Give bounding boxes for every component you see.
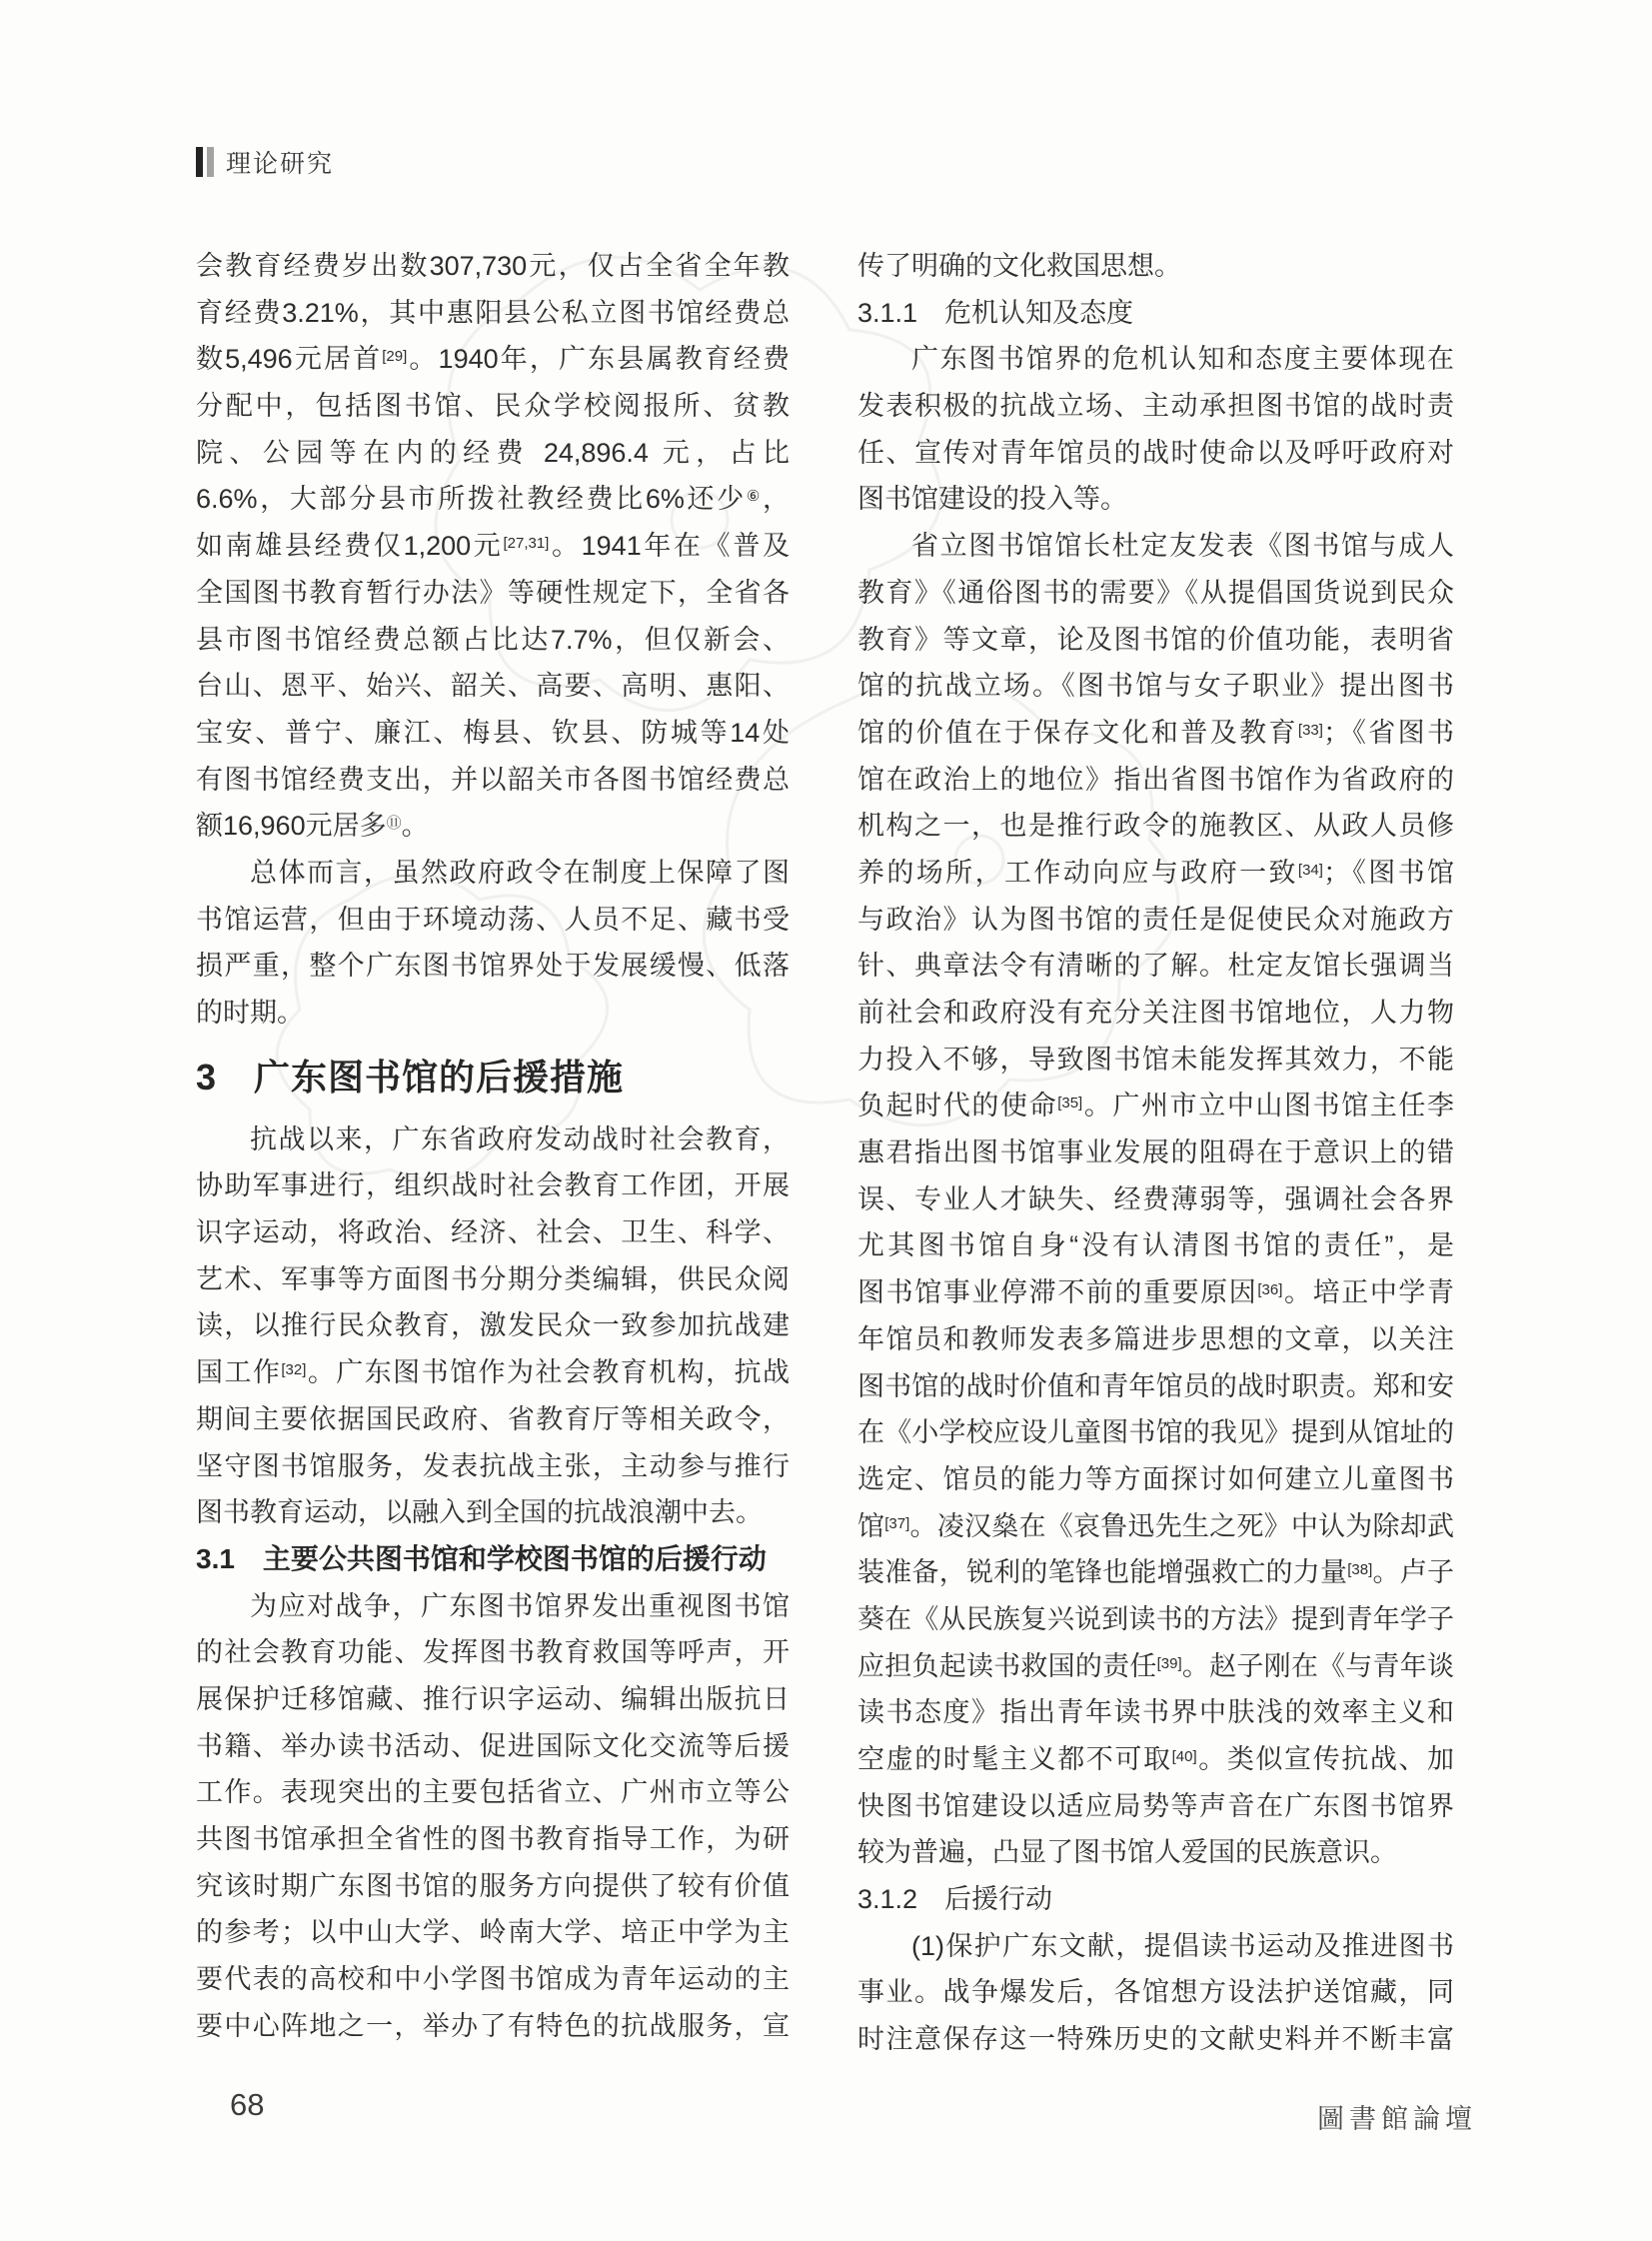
citation-ref: [33]: [1297, 721, 1323, 739]
citation-ref: [39]: [1156, 1654, 1182, 1672]
page-number: 68: [230, 2087, 265, 2122]
text-line: 尤其图书馆自身“没有认清图书馆的责任”，是: [857, 1230, 1454, 1261]
citation-ref: [29]: [382, 348, 408, 366]
text-line: 分配中，包括图书馆、民众学校阅报所、贫教: [196, 391, 790, 422]
text-line: 馆[37]。凌汉燊在《哀鲁迅先生之死》中认为除却武: [857, 1510, 1454, 1541]
text-line: 抗战以来，广东省政府发动战时社会教育，: [250, 1123, 790, 1154]
text-line: 图书教育运动，以融入到全国的抗战浪潮中去。: [196, 1497, 763, 1528]
text-line: 读书态度》指出青年读书界中肤浅的效率主义和: [857, 1697, 1454, 1728]
text-line: 图书馆的战时价值和青年馆员的战时职责。郑和安: [857, 1370, 1454, 1401]
text-line: 应担负起读书救国的责任[39]。赵子刚在《与青年谈: [857, 1650, 1454, 1681]
text-line: 国工作[32]。广东图书馆作为社会教育机构，抗战: [196, 1357, 790, 1388]
text-line: 期间主要依据国民政府、省教育厅等相关政令，: [196, 1403, 790, 1434]
text-line: 额16,960元居多⑪。: [196, 811, 429, 842]
text-line: 快图书馆建设以适应局势等声音在广东图书馆界: [857, 1790, 1454, 1821]
text-line: 共图书馆承担全省性的图书教育指导工作，为研: [196, 1824, 790, 1854]
text-line: 6.6%，大部分县市所拨社教经费比6%还少⑥，: [196, 484, 790, 515]
text-line: 教育》《通俗图书的需要》《从提倡国货说到民众: [857, 577, 1454, 608]
text-line: 数5,496元居首[29]。1940年，广东县属教育经费: [196, 344, 790, 375]
text-line: 协助军事进行，组织战时社会教育工作团，开展: [196, 1170, 790, 1201]
text-line: 书馆运营，但由于环境动荡、人员不足、藏书受: [196, 904, 790, 935]
citation-ref: [38]: [1347, 1561, 1373, 1579]
text-line: 要代表的高校和中小学图书馆成为青年运动的主: [196, 1964, 790, 1995]
running-head: [196, 146, 334, 178]
text-line: 识字运动，将政治、经济、社会、卫生、科学、: [196, 1217, 790, 1248]
text-line: 的参考；以中山大学、岭南大学、培正中学为主: [196, 1917, 790, 1948]
text-line: 艺术、军事等方面图书分期分类编辑，供民众阅: [196, 1263, 790, 1294]
text-line: 读，以推行民众教育，激发民众一致参加抗战建: [196, 1310, 790, 1341]
text-line: 针、典章法令有清晰的了解。杜定友馆长强调当: [857, 951, 1454, 982]
text-line: 装准备，锐利的笔锋也能增强救亡的力量[38]。卢子: [857, 1557, 1454, 1588]
text-line: 损严重，整个广东图书馆界处于发展缓慢、低落: [196, 951, 790, 982]
text-line: 空虚的时髦主义都不可取[40]。类似宣传抗战、加: [857, 1744, 1454, 1774]
citation-ref: ⑥: [746, 488, 763, 506]
text-line: 力投入不够，导致图书馆未能发挥其效力，不能: [857, 1044, 1454, 1075]
header-bar-gray: [207, 147, 214, 177]
text-line: 如南雄县经费仅1,200元[27,31]。1941年在《普及: [196, 531, 790, 562]
text-line: 较为普遍，凸显了图书馆人爱国的民族意识。: [857, 1837, 1397, 1868]
text-line: 在《小学校应设儿童图书馆的我见》提到从馆址的: [857, 1417, 1454, 1448]
text-line: 馆的价值在于保存文化和普及教育[33]；《省图书: [857, 717, 1454, 748]
text-line: 惠君指出图书馆事业发展的阻碍在于意识上的错: [857, 1137, 1454, 1168]
text-line: 任、宣传对青年馆员的战时使命以及呼吁政府对: [857, 437, 1454, 468]
text-line: 为应对战争，广东图书馆界发出重视图书馆: [250, 1590, 790, 1621]
text-line: 图书馆事业停滞不前的重要原因[36]。培正中学青: [857, 1277, 1454, 1308]
text-line: 台山、恩平、始兴、韶关、高要、高明、惠阳、: [196, 671, 790, 702]
text-line: 广东图书馆界的危机认知和态度主要体现在: [911, 344, 1454, 375]
text-line: 年馆员和教师发表多篇进步思想的文章，以关注: [857, 1323, 1454, 1354]
text-line: 选定、馆员的能力等方面探讨如何建立儿童图书: [857, 1463, 1454, 1494]
text-line: 省立图书馆馆长杜定友发表《图书馆与成人: [911, 531, 1454, 562]
citation-ref: [37]: [884, 1514, 910, 1532]
text-line: 馆在政治上的地位》指出省图书馆作为省政府的: [857, 764, 1454, 795]
citation-ref: [27,31]: [503, 535, 550, 553]
text-line: 葵在《从民族复兴说到读书的方法》提到青年学子: [857, 1603, 1454, 1634]
text-line: 宝安、普宁、廉江、梅县、钦县、防城等14处: [196, 717, 790, 748]
right-text-column: [857, 243, 1454, 2063]
text-line: 全国图书教育暂行办法》等硬性规定下，全省各: [196, 577, 790, 608]
running-head-label: 理论研究: [226, 150, 335, 178]
text-line: 究该时期广东图书馆的服务方向提供了较有价值: [196, 1870, 790, 1901]
text-line: 县市图书馆经费总额占比达7.7%，但仅新会、: [196, 624, 790, 655]
text-line: 会教育经费岁出数307,730元，仅占全省全年教: [196, 251, 790, 281]
text-line: 时注意保存这一特殊历史的文献史料并不断丰富: [857, 2024, 1454, 2055]
text-line: 育经费3.21%，其中惠阳县公私立图书馆经费总: [196, 297, 790, 328]
text-line: 发表积极的抗战立场、主动承担图书馆的战时责: [857, 391, 1454, 422]
citation-ref: [34]: [1297, 861, 1323, 879]
subsubsection-heading: 3.1.1 危机认知及态度: [857, 297, 1134, 328]
text-line: 误、专业人才缺失、经费薄弱等，强调社会各界: [857, 1183, 1454, 1214]
citation-ref: [35]: [1057, 1095, 1083, 1113]
text-line: 传了明确的文化救国思想。: [857, 251, 1181, 281]
text-line: 图书馆建设的投入等。: [857, 484, 1127, 515]
citation-ref: ⑪: [386, 815, 402, 833]
text-line: 总体而言，虽然政府政令在制度上保障了图: [250, 857, 790, 888]
text-line: 要中心阵地之一，举办了有特色的抗战服务，宣: [196, 2010, 790, 2041]
text-line: 有图书馆经费支出，并以韶关市各图书馆经费总: [196, 764, 790, 795]
section-heading: 3 广东图书馆的后援措施: [196, 1056, 625, 1098]
text-line: 前社会和政府没有充分关注图书馆地位，人力物: [857, 998, 1454, 1028]
left-text-column: [196, 243, 790, 2049]
text-line: 院、公园等在内的经费 24,896.4 元，占比: [196, 437, 790, 468]
subsubsection-heading: 3.1.2 后援行动: [857, 1884, 1053, 1915]
subsection-heading: 3.1 主要公共图书馆和学校图书馆的后援行动: [196, 1542, 767, 1574]
text-line: (1)保护广东文献，提倡读书运动及推进图书: [911, 1930, 1454, 1961]
text-line: 与政治》认为图书馆的责任是促使民众对施政方: [857, 904, 1454, 935]
header-bar-dark: [196, 147, 203, 177]
citation-ref: [36]: [1257, 1281, 1283, 1299]
text-line: 工作。表现突出的主要包括省立、广州市立等公: [196, 1777, 790, 1808]
text-line: 教育》等文章，论及图书馆的价值功能，表明省: [857, 624, 1454, 655]
text-line: 展保护迁移馆藏、推行识字运动、编辑出版抗日: [196, 1683, 790, 1714]
text-line: 负起时代的使命[35]。广州市立中山图书馆主任李: [857, 1091, 1454, 1121]
text-line: 机构之一，也是推行政令的施教区、从政人员修: [857, 811, 1454, 842]
citation-ref: [40]: [1171, 1748, 1197, 1765]
text-line: 馆的抗战立场。《图书馆与女子职业》提出图书: [857, 671, 1454, 702]
text-line: 养的场所，工作动向应与政府一致[34]；《图书馆: [857, 857, 1454, 888]
text-line: 坚守图书馆服务，发表抗战主张，主动参与推行: [196, 1450, 790, 1481]
citation-ref: [32]: [281, 1361, 307, 1379]
journal-name: 圖書館論壇: [1317, 2104, 1477, 2135]
text-line: 书籍、举办读书活动、促进国际文化交流等后援: [196, 1730, 790, 1761]
text-line: 的时期。: [196, 998, 304, 1028]
text-line: 事业。战争爆发后，各馆想方设法护送馆藏，同: [857, 1977, 1454, 2008]
text-line: 的社会教育功能、发挥图书教育救国等呼声，开: [196, 1637, 790, 1668]
